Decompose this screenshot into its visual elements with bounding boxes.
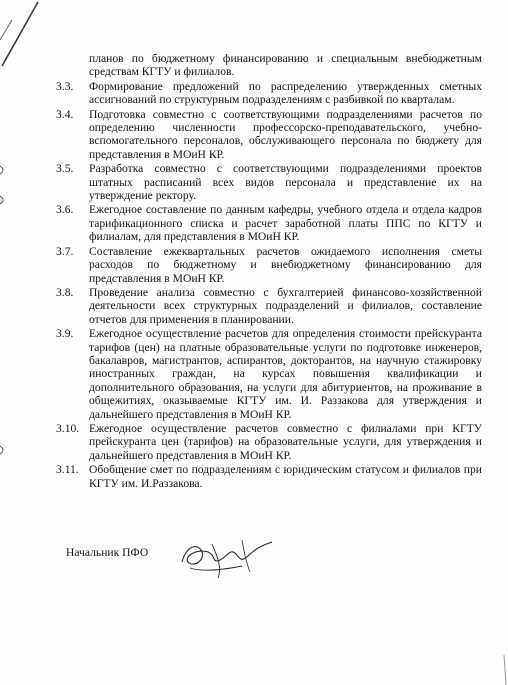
item-number: 3.8. [56,285,74,299]
page-edge-mark [484,655,508,685]
item-text: Составление ежеквартальных расчетов ожидаемого исполнения сметы расходов по бюджетному и внебюджетному финансированию для представления в МОиН КР. [89,244,482,285]
item-text: Подготовка совместно с соответствующими подразделениями расчетов по определению численности профессорско-преподавательского, учебно-вспомогательного персоналов, обслуживающего персонала по бюджету для представления в МОиН КР. [89,107,482,161]
handwritten-signature [172,532,282,580]
document-body [56,52,482,491]
item-number: 3.5. [56,162,74,176]
list-item [56,245,482,285]
punch-hole-mark [0,445,8,455]
item-number: 3.6. [56,203,74,217]
item-number: 3.11. [56,463,79,477]
punch-hole-mark [0,195,8,205]
signatory-position: Начальник ПФО [66,546,149,559]
punch-hole-mark [0,165,8,175]
item-text: Ежегодное составление по данным кафедры, учебного отдела и отдела кадров тарификационного списка и расчет заработной платы ППС по КГТУ и филиалам, для представления в МОиН КР. [89,203,482,244]
item-text: Формирование предложений по распределению утвержденных сметных ассигнований по структурным подразделениям с разбивкой по кварталам. [89,79,482,107]
item-number: 3.4. [56,107,74,121]
item-text: Ежегодное осуществление расчетов для определения стоимости прейскуранта тарифов (цен) на платные образовательные услуги по подготовке инженеров, бакалавров, магистрантов, аспирантов, докторантов, на научную стажировку иностранных граждан, на курсах повышения квалификации и дополнительного образования, на услуги для абитуриентов, на проживание в общежитиях, оказываемые КГТУ им. И. Раззакова для утверждения и дальнейшего представления в МОиН КР. [89,327,482,421]
list-item [56,203,482,243]
signature-block [66,532,326,592]
item-text: Разработка совместно с соответствующими подразделениями проектов штатных расписаний всех видов персонала и представление их на утверждение ректору. [89,162,482,203]
list-item [56,422,482,462]
corner-fold-mark [0,0,44,70]
item-text: Ежегодное осуществление расчетов совместно с филиалами при КГТУ прейскуранта цен (тарифов) на образовательные услуги, для утверждения и дальнейшего представления в МОиН КР. [89,421,482,462]
item-text: Обобщение смет по подразделениям с юридическим статусом и филиалов при КГТУ им. И.Раззакова. [89,463,482,490]
item-number: 3.10. [56,421,80,435]
list-item [56,286,482,326]
list-item [56,52,482,79]
list-item [56,162,482,202]
list-item [56,463,482,490]
item-text: планов по бюджетному финансированию и специальным внебюджетным средствам КГТУ и филиалов. [89,52,482,79]
list-item [56,108,482,162]
item-text: Проведение анализа совместно с бухгалтерией финансово-хозяйственной деятельности всех структурных подразделений и филиалов, составление отчетов для применения в планировании. [89,285,482,326]
item-number: 3.3. [56,79,74,93]
list-item [56,80,482,107]
list-item [56,327,482,421]
item-number: 3.9. [56,327,74,341]
item-number: 3.7. [56,244,74,258]
